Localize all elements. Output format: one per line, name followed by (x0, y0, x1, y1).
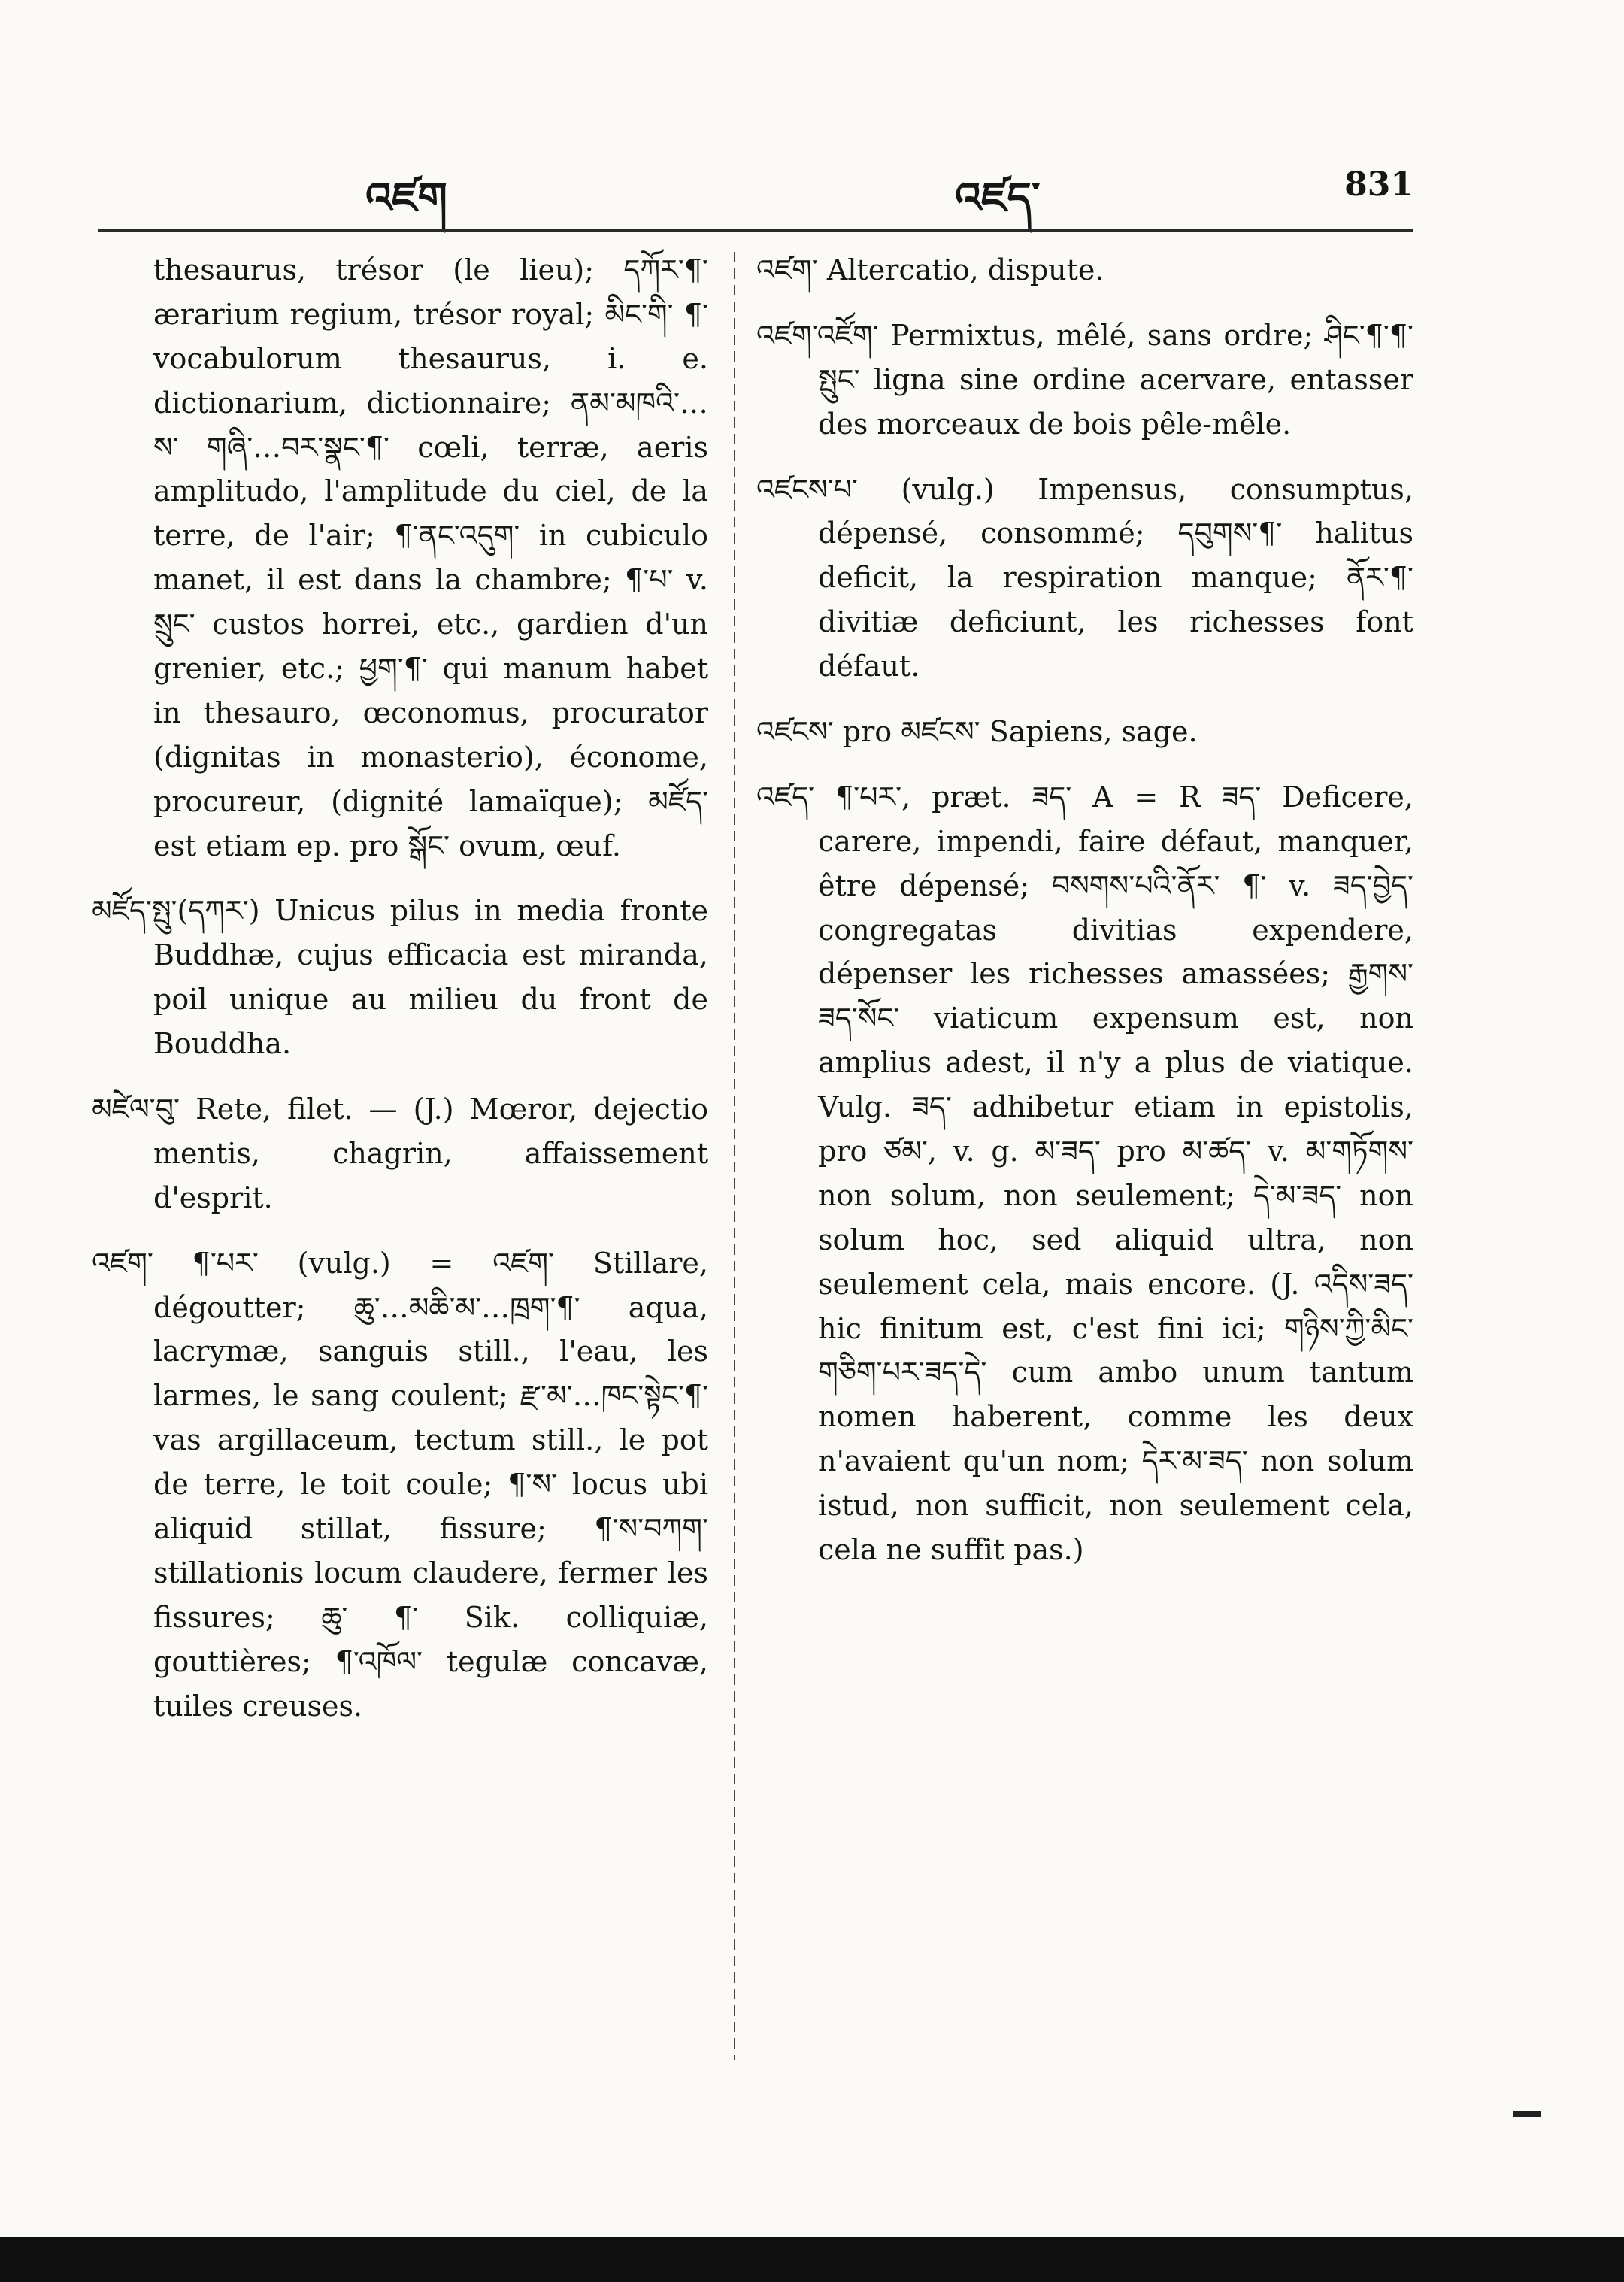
entry-hdzag: འཛག་ ¶་པར་ (vulg.) = འཛག་ Stillare, dégoutter; ཆུ་…མཆི་མ་…ཁྲག་¶་ aqua, lacrymæ, sanguis still., l'eau, les larmes, le sang coulent; རྫ་མ་…ཁང་སྟེང་¶་ vas argillaceum, tectum still., le pot de terre, le toit coule; ¶་ས་ locus ubi aliquid stillat, fissure; ¶་ས་བཀག་ stillationis locum claudere, fermer les fissures; ཆུ་ ¶་ Sik. colliquiæ, gouttières; ¶་འཁོལ་ tegulæ concavæ, tuiles creuses. (92, 1246, 708, 1723)
entry-mdzod-spu: མཛོད་སྤུ་(དཀར་) Unicus pilus in media fronte Buddhæ, cujus efficacia est miranda, poil unique au milieu du front de Bouddha. (92, 894, 708, 1061)
column-divider (734, 252, 735, 2060)
entry-altercatio: འཛག་ Altercatio, dispute. (756, 253, 1104, 286)
entry-impensus: འཛངས་པ་ (vulg.) Impensus, consumptus, dépensé, consommé; དབུགས་¶་ halitus deficit, la respiration manque; ནོར་¶་ divitiæ deficiunt, les richesses font défaut. (756, 472, 1413, 683)
page-header (98, 143, 1413, 223)
entry-hdzad: འཛད་ ¶་པར་, præt. ཟད་ A = R ཟད་ Deficere, carere, impendi, faire défaut, manquer, être dépensé; བསགས་པའི་ནོར་ ¶་ v. ཟད་བྱེད་ congregatas divitias expendere, dépenser les richesses amassées; རྒྱགས་ཟད་སོང་ viaticum expensum est, non amplius adest, il n'y a plus de viatique. Vulg. ཟད་ adhibetur etiam in epistolis, pro ཙམ་, v. g. མ་ཟད་ pro མ་ཚད་ v. མ་གཏོགས་ non solum, non seulement; དེ་མ་ཟད་ non solum hoc, sed aliquid ultra, non seulement cela, mais encore. (J. འདིས་ཟད་ hic finitum est, c'est fini ici; གཉིས་ཀྱི་མིང་ གཅིག་པར་ཟད་དེ་ cum ambo unum tantum nomen haberent, comme les deux n'avaient qu'un nom; དེར་མ་ཟད་ non solum istud, non sufficit, non seulement cela, cela ne suffit pas.) (756, 780, 1413, 1567)
entry-mdzel-bu: མཛེལ་བུ་ Rete, filet. — (J.) Mœror, dejectio mentis, chagrin, affaissement d'esprit. (92, 1093, 708, 1214)
page-number: 831 (1344, 165, 1413, 204)
entry-sapiens: འཛངས་ pro མཛངས་ Sapiens, sage. (756, 715, 1198, 749)
entry-continuation: thesaurus, trésor (le lieu); དཀོར་¶་ ærarium regium, trésor royal; མིང་གི་ ¶་ vocabulorum thesaurus, i. e. dictionarium, dictionnaire; ནམ་མཁའི་…ས་ གཞི་…བར་སྣང་¶་ cœli, terræ, aeris amplitudo, l'amplitude du ciel, de la terre, de l'air; ¶་ནང་འདུག་ in cubiculo manet, il est dans la chambre; ¶་པ་ v. སྲུང་ custos horrei, etc., gardien d'un grenier, etc.; ཕྱག་¶་ qui manum habet in thesauro, œconomus, procurator (dignitas in monasterio), économe, procureur, (dignité lamaïque); མཛོད་ est etiam ep. pro སྒོང་ ovum, œuf. (153, 253, 708, 862)
left-running-headword: འཛག (365, 173, 447, 223)
header-rule (98, 229, 1413, 232)
right-running-headword: འཛད་ (955, 173, 1041, 223)
margin-mark (1513, 2111, 1541, 2117)
right-column (756, 248, 1413, 2060)
left-column (92, 248, 708, 2060)
scan-bottom-edge (0, 2237, 1624, 2282)
entry-permixtus: འཛག་འཛོག་ Permixtus, mêlé, sans ordre; ཤིང་¶་¶་སྤུང་ ligna sine ordine acervare, entasser des morceaux de bois pêle-mêle. (756, 318, 1413, 441)
